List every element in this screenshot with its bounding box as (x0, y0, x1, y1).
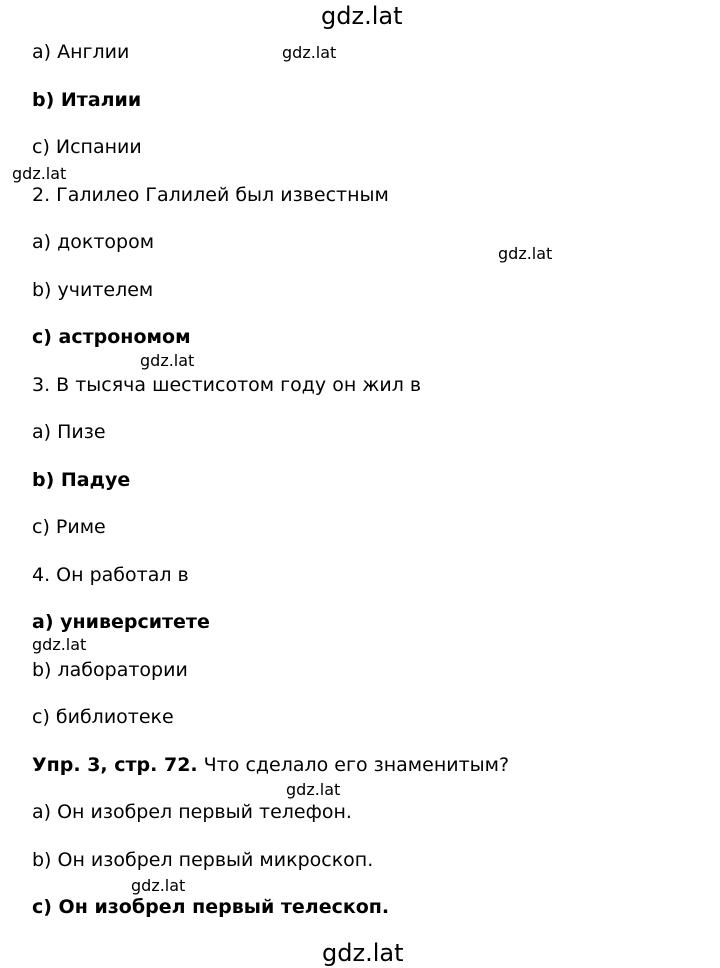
watermark-top: gdz.lat (321, 2, 403, 30)
q2-option-a: a) доктором (32, 231, 155, 253)
q4-option-c: c) библиотеке (32, 706, 174, 728)
exercise-label: Упр. 3, стр. 72. (32, 754, 198, 776)
q1-option-a: a) Англии (32, 41, 130, 63)
q1-option-c: c) Испании (32, 136, 142, 158)
exercise-heading (32, 753, 509, 777)
watermark: gdz.lat (498, 244, 553, 263)
q2-option-b: b) учителем (32, 279, 154, 301)
watermark: gdz.lat (131, 876, 186, 895)
q4-option-a-answer: a) университете (32, 611, 210, 633)
q1-option-b-answer: b) Италии (32, 89, 142, 111)
exercise-option-b: b) Он изобрел первый микроскоп. (32, 849, 374, 871)
q4-question: 4. Он работал в (32, 564, 189, 586)
watermark-bottom: gdz.lat (322, 939, 404, 967)
exercise-option-a: a) Он изобрел первый телефон. (32, 801, 352, 823)
q3-option-c: c) Риме (32, 516, 106, 538)
watermark: gdz.lat (12, 164, 67, 183)
q4-option-b: b) лаборатории (32, 659, 188, 681)
watermark: gdz.lat (32, 635, 87, 654)
q3-option-a: a) Пизе (32, 421, 106, 443)
watermark: gdz.lat (282, 43, 337, 62)
q2-question: 2. Галилео Галилей был известным (32, 184, 389, 206)
watermark: gdz.lat (286, 780, 341, 799)
q2-option-c-answer: c) астрономом (32, 326, 191, 348)
q3-question: 3. В тысяча шестисотом году он жил в (32, 374, 422, 396)
q3-option-b-answer: b) Падуе (32, 469, 131, 491)
exercise-question: Что сделало его знаменитым? (197, 754, 510, 776)
exercise-option-c-answer: c) Он изобрел первый телескоп. (32, 896, 390, 918)
watermark: gdz.lat (140, 351, 195, 370)
